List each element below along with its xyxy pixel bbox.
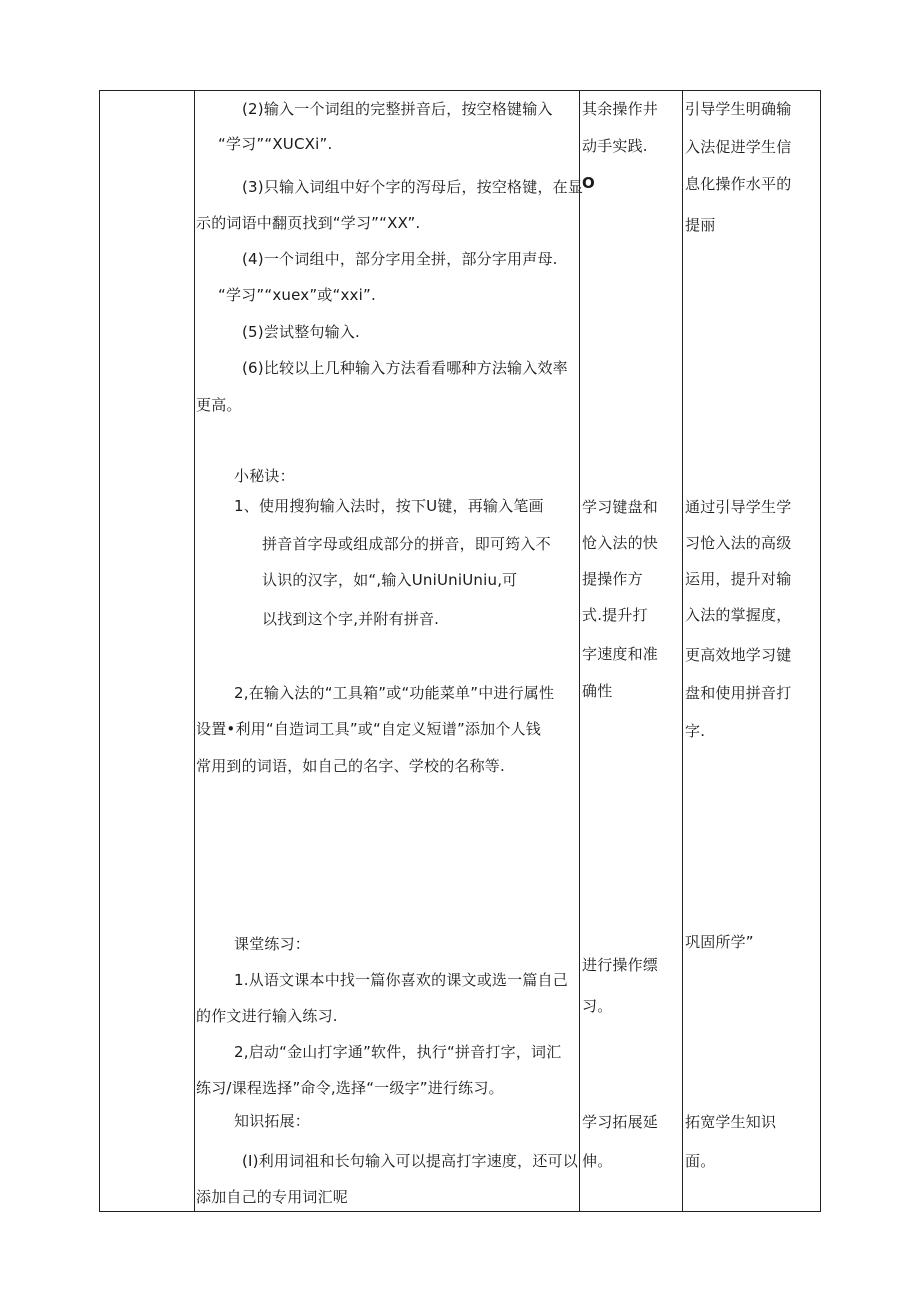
activity-3-line-2: 习。 <box>582 997 613 1015</box>
tip-2-line-1: 2,在输入法的“工具箱”或“功能菜单”中进行属性 <box>234 684 555 702</box>
step-2-line-1: (2)输入一个词组的完整拼音后，按空格键输入 <box>242 100 553 118</box>
activity-2-line-2: 怆入法的快 <box>582 534 659 552</box>
tips-heading: 小秘诀： <box>234 467 295 485</box>
activity-1-line-1: 其余操作井 <box>582 100 659 118</box>
table-right-border <box>820 90 821 1212</box>
exercise-2-line-1: 2,启动“金山打字通”软件，执行“拼音打字，词汇 <box>234 1043 562 1061</box>
tip-1-line-2: 拼音首字母或组成部分的拼音，即可筠入不 <box>262 535 551 553</box>
activity-4-line-1: 学习拓展延 <box>582 1113 659 1131</box>
activity-4-line-2: 伸。 <box>582 1152 613 1170</box>
step-4-line-2: “学习”“xuex”或“xxi”. <box>218 286 376 304</box>
activity-2-line-5: 字速度和准 <box>582 645 659 663</box>
intent-2-line-3: 运用，提升对输 <box>685 570 792 588</box>
column-divider-3 <box>682 90 683 1212</box>
activity-1-line-3: O <box>582 174 595 192</box>
extension-heading: 知识拓展： <box>234 1112 311 1130</box>
step-6-line-2: 更高。 <box>196 396 242 414</box>
intent-4-line-1: 拓宽学生知识 <box>685 1113 777 1131</box>
tip-1-line-3: 认识的汉字，如“,输入UniUniUniu,可 <box>262 571 518 589</box>
exercise-1-line-2: 的作文进行输入练习. <box>196 1007 338 1025</box>
extension-1-line-1: (I)利用词祖和长句输入可以提高打字速度，还可以 <box>242 1152 578 1170</box>
step-4-line-1: (4)一个词组中，部分字用全拼，部分字用声母. <box>242 250 558 268</box>
practice-heading: 课堂练习： <box>234 935 311 953</box>
step-3-line-2: 示的词语中翻页找到“学习”“XX”. <box>196 214 421 232</box>
step-5: (5)尝试整句输入. <box>242 323 361 341</box>
intent-1-line-2: 入法促进学生信 <box>685 138 792 156</box>
tip-1-line-1: 1、使用搜狗输入法时，按下U键，再输入笔画 <box>234 497 544 515</box>
intent-4-line-2: 面。 <box>685 1152 716 1170</box>
column-divider-2 <box>579 90 580 1212</box>
step-3-line-1: (3)只输入词组中好个字的泻母后，按空格键，在显 <box>242 178 584 196</box>
intent-2-line-2: 习怆入法的高级 <box>685 534 792 552</box>
tip-2-line-3: 常用到的词语，如自己的名字、学校的名称等. <box>196 757 505 775</box>
activity-2-line-4: 式.提升打 <box>582 606 648 624</box>
intent-2-line-1: 通过引导学生学 <box>685 498 792 516</box>
intent-2-line-5: 更高效地学习键 <box>685 646 792 664</box>
intent-2-line-4: 入法的掌握度， <box>685 606 792 624</box>
table-top-border <box>99 90 821 91</box>
intent-1-line-4: 提丽 <box>685 216 716 234</box>
activity-2-line-1: 学习键盘和 <box>582 498 659 516</box>
step-2-line-2: “学习”“XUCXi”. <box>218 135 333 153</box>
activity-1-line-2: 动手实践. <box>582 137 648 155</box>
intent-2-line-7: 字. <box>685 722 706 740</box>
step-6-line-1: (6)比较以上几种输入方法看看哪种方法输入效率 <box>242 359 568 377</box>
extension-1-line-2: 添加自己的专用词汇呢 <box>196 1188 349 1206</box>
column-divider-1 <box>194 90 195 1212</box>
activity-3-line-1: 进行操作缥 <box>582 956 659 974</box>
tip-2-line-2: 设置•利用“自造词工具”或“自定义短谱”添加个人钱 <box>196 720 541 738</box>
intent-2-line-6: 盘和使用拼音打 <box>685 684 792 702</box>
exercise-2-line-2: 练习/课程选择”命令,选择“一级字”进行练习。 <box>196 1079 504 1097</box>
intent-1-line-1: 引导学生明确输 <box>685 100 792 118</box>
activity-2-line-6: 确性 <box>582 682 613 700</box>
table-bottom-border <box>99 1211 821 1212</box>
intent-3: 巩固所学” <box>685 933 754 951</box>
exercise-1-line-1: 1.从语文课本中找一篇你喜欢的课文或选一篇自己 <box>234 971 568 989</box>
table-left-border <box>99 90 100 1212</box>
tip-1-line-4: 以找到这个字,并附有拼音. <box>262 610 440 628</box>
activity-2-line-3: 提操作方 <box>582 570 643 588</box>
intent-1-line-3: 息化操作水平的 <box>685 175 792 193</box>
